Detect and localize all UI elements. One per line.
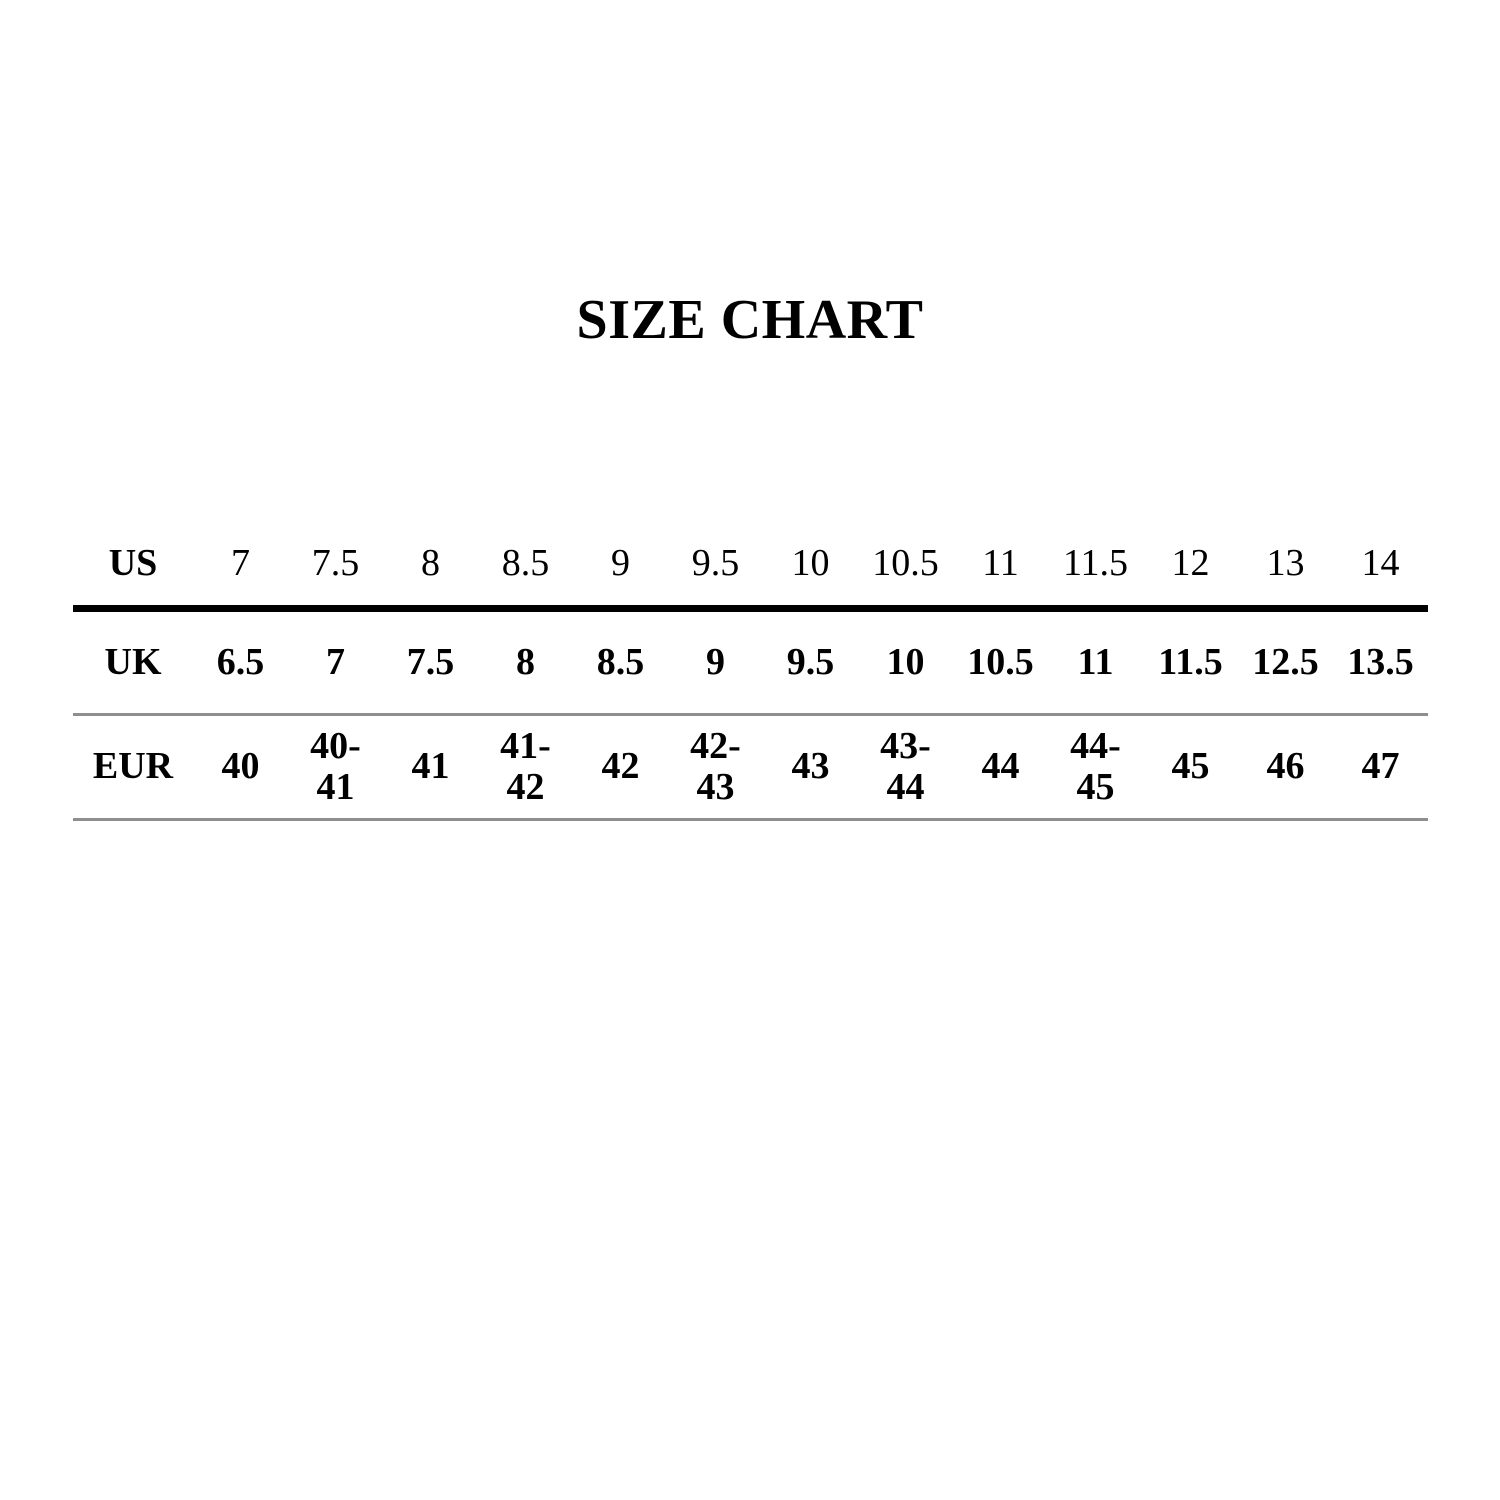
size-cell: 44- 45 [1048,715,1143,820]
size-cell: 43- 44 [858,715,953,820]
size-cell: 42 [573,715,668,820]
size-cell: 12 [1143,522,1238,609]
size-cell: 40- 41 [288,715,383,820]
size-cell: 9 [573,522,668,609]
size-row-eur [73,715,1428,820]
size-cell: 11.5 [1048,522,1143,609]
size-cell: 42- 43 [668,715,763,820]
size-cell: 8 [478,609,573,715]
size-cell: 10.5 [953,609,1048,715]
size-cell: 9.5 [668,522,763,609]
row-label-us: US [73,522,193,609]
size-table-body [73,522,1428,820]
size-cell: 41 [383,715,478,820]
size-cell: 7 [193,522,288,609]
size-cell: 9 [668,609,763,715]
size-cell: 13.5 [1333,609,1428,715]
size-row-us [73,522,1428,609]
size-cell: 7 [288,609,383,715]
size-cell: 10 [858,609,953,715]
size-cell: 41- 42 [478,715,573,820]
size-cell: 9.5 [763,609,858,715]
size-cell: 12.5 [1238,609,1333,715]
size-conversion-table [73,522,1428,821]
size-row-uk [73,609,1428,715]
size-cell: 8.5 [478,522,573,609]
size-cell: 45 [1143,715,1238,820]
row-label-eur: EUR [73,715,193,820]
size-cell: 10.5 [858,522,953,609]
size-cell: 14 [1333,522,1428,609]
size-cell: 8.5 [573,609,668,715]
size-cell: 10 [763,522,858,609]
row-label-uk: UK [73,609,193,715]
size-cell: 7.5 [288,522,383,609]
size-cell: 44 [953,715,1048,820]
size-cell: 11 [953,522,1048,609]
size-cell: 7.5 [383,609,478,715]
size-cell: 6.5 [193,609,288,715]
size-cell: 46 [1238,715,1333,820]
size-cell: 8 [383,522,478,609]
size-cell: 11 [1048,609,1143,715]
size-cell: 40 [193,715,288,820]
size-cell: 13 [1238,522,1333,609]
size-cell: 43 [763,715,858,820]
size-cell: 11.5 [1143,609,1238,715]
size-cell: 47 [1333,715,1428,820]
page-title: SIZE CHART [576,289,924,351]
